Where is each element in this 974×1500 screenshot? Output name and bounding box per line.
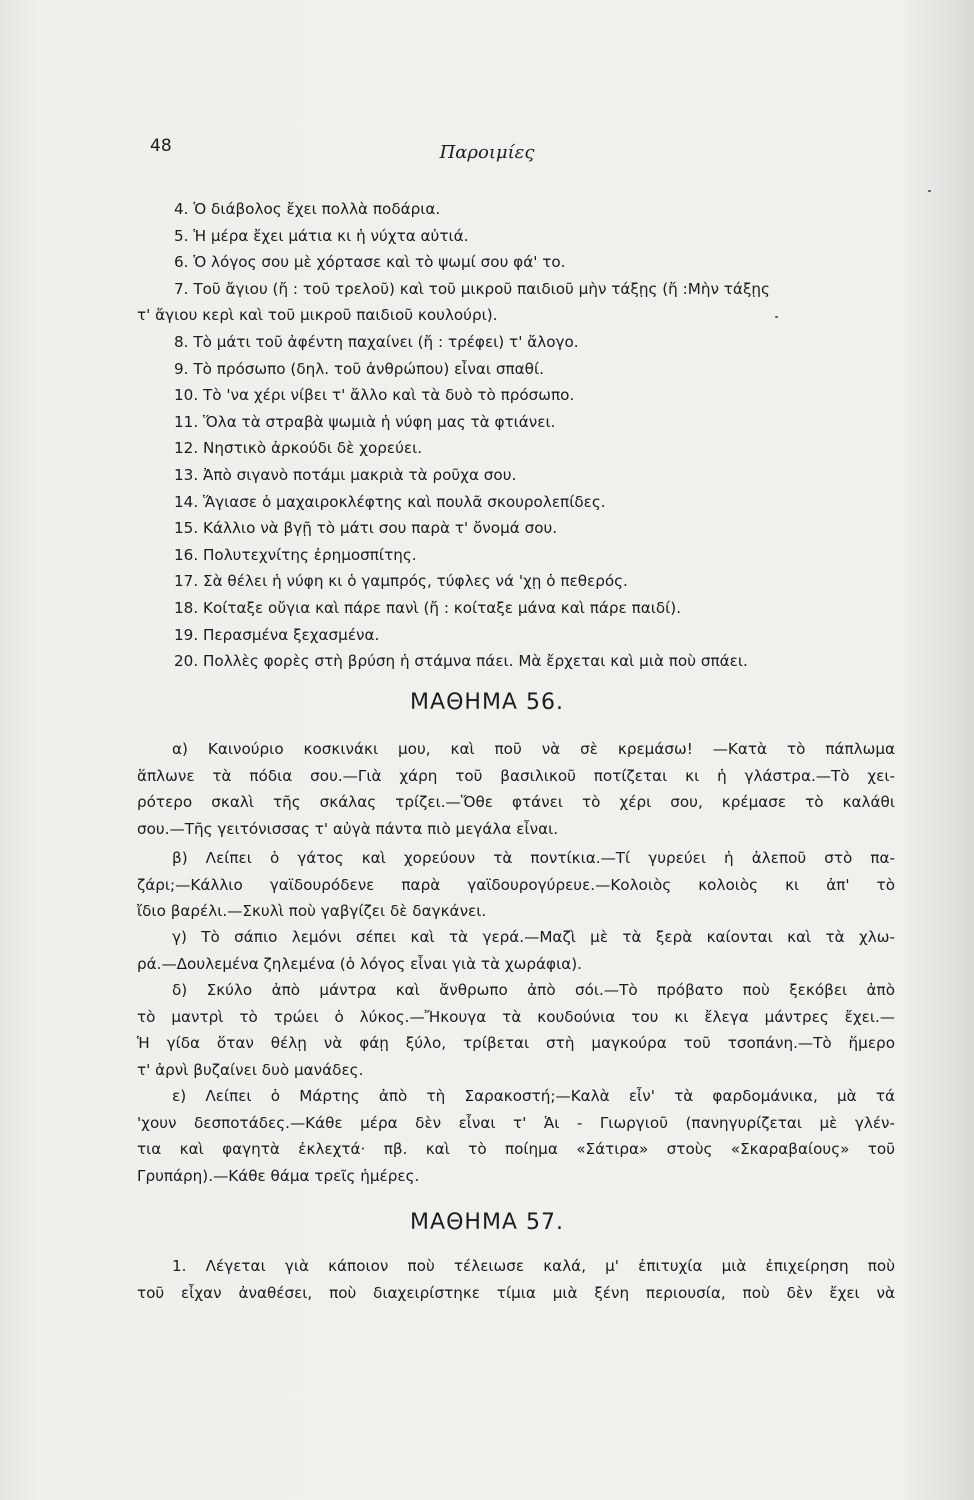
proverb-item: 11. Ὅλα τὰ στραβὰ ψωμιὰ ἡ νύφη μας τὰ φτιάνει. (174, 412, 556, 431)
text-line: Ἡ γίδα ὅταν θέλῃ νὰ φάῃ ξύλο, τρίβεται στὴ μαγκούρα τοῦ τσοπάνη.—Τὸ ἥμερο (137, 1034, 895, 1053)
lesson-56-section-e (137, 1083, 895, 1189)
scan-speck (775, 316, 778, 318)
proverb-item: 14. Ἅγιασε ὁ μαχαιροκλέφτης καὶ πουλᾶ σκουρολεπίδες. (174, 492, 606, 511)
lesson-56-section-d (137, 977, 895, 1083)
text-line: ἅπλωνε τὰ πόδια σου.—Γιὰ χάρη τοῦ βασιλικοῦ ποτίζεται κι ἡ γλάστρα.—Τὸ χει- (137, 766, 895, 785)
text-line: τ' ἀρνὶ βυζαίνει δυὸ μανάδες. (137, 1060, 364, 1079)
text-line: ζάρι;—Κάλλιο γαϊδουρόδενε παρὰ γαϊδουρογύρευε.—Κολοιὸς κολοιὸς κι ἀπ' τὸ (137, 875, 895, 894)
text-line: Γρυπάρη).—Κάθε θάμα τρεῖς ἡμέρες. (137, 1166, 420, 1185)
proverb-item: 4. Ὁ διάβολος ἔχει πολλὰ ποδάρια. (174, 200, 441, 218)
proverb-list (137, 196, 897, 675)
text-line: α) Καινούριο κοσκινάκι μου, καὶ ποῦ νὰ σὲ κρεμάσω! —Κατὰ τὸ πάπλωμα (172, 740, 895, 758)
page-number: 48 (150, 136, 172, 156)
text-line: ρά.—Δουλεμένα ζηλεμένα (ὁ λόγος εἶναι γιὰ τὰ χωράφια). (137, 954, 582, 973)
proverb-continuation: τ' ἄγιου κερὶ καὶ τοῦ μικροῦ παιδιοῦ κουλούρι). (137, 306, 498, 325)
proverb-item: 17. Σὰ θέλει ἡ νύφη κι ὁ γαμπρός, τύφλες νά 'χῃ ὁ πεθερός. (174, 572, 628, 591)
text-line: β) Λείπει ὁ γάτος καὶ χορεύουν τὰ ποντίκια.—Τί γυρεύει ἡ ἀλεποῦ στὸ πα- (172, 849, 895, 867)
text-line: γ) Τὸ σάπιο λεμόνι σέπει καὶ τὰ γερά.—Μαζὶ μὲ τὰ ξερὰ καίονται καὶ τὰ χλω- (172, 928, 895, 946)
lesson-56-section-c (137, 924, 895, 977)
proverb-item: 9. Τὸ πρόσωπο (δηλ. τοῦ ἀνθρώπου) εἶναι σπαθί. (174, 359, 544, 378)
running-title: Παροιμίες (439, 142, 535, 163)
text-line: ρότερο σκαλὶ τῆς σκάλας τρίζει.—Ὅθε φτάνει τὸ χέρι σου, κρέμασε τὸ καλάθι (137, 793, 895, 812)
lesson-56-heading: ΜΑΘΗΜΑ 56. (410, 690, 564, 715)
lesson-57-heading: ΜΑΘΗΜΑ 57. (410, 1210, 564, 1235)
lesson-56-section-b (137, 845, 895, 925)
proverb-item: 15. Κάλλιο νὰ βγῇ τὸ μάτι σου παρὰ τ' ὄνομά σου. (174, 519, 558, 538)
proverb-item: 19. Περασμένα ξεχασμένα. (174, 625, 380, 644)
proverb-item: 10. Τὸ 'να χέρι νίβει τ' ἄλλο καὶ τὰ δυὸ τὸ πρόσωπο. (174, 386, 575, 405)
proverb-item: 7. Τοῦ ἄγιου (ἤ : τοῦ τρελοῦ) καὶ τοῦ μικροῦ παιδιοῦ μὴν τάξῃς (ἤ :Μὴν τάξῃς (174, 279, 770, 298)
proverb-item: 12. Νηστικὸ ἀρκούδι δὲ χορεύει. (174, 439, 423, 458)
proverb-item: 16. Πολυτεχνίτης ἐρημοσπίτης. (174, 545, 417, 564)
proverb-item: 13. Ἀπὸ σιγανὸ ποτάμι μακριὰ τὰ ροῦχα σου. (174, 465, 517, 484)
text-line: 1. Λέγεται γιὰ κάποιον ποὺ τέλειωσε καλά, μ' ἐπιτυχία μιὰ ἐπιχείρηση ποὺ (172, 1257, 895, 1275)
proverb-item: 5. Ἡ μέρα ἔχει μάτια κι ἡ νύχτα αὐτιά. (174, 226, 469, 245)
proverb-item: 20. Πολλὲς φορὲς στὴ βρύση ἡ στάμνα πάει. Μὰ ἔρχεται καὶ μιὰ ποὺ σπάει. (174, 652, 748, 671)
text-line: σου.—Τῆς γειτόνισσας τ' αὐγὰ πάντα πιὸ μεγάλα εἶναι. (137, 819, 559, 838)
text-line: τὸ μαντρὶ τὸ τρώει ὁ λύκος.—Ἤκουγα τὰ κουδούνια του κι ἔλεγα μάντρες ἔχει.— (137, 1007, 895, 1026)
text-line: ε) Λείπει ὁ Μάρτης ἀπὸ τὴ Σαρακοστή;—Καλὰ εἶν' τὰ φαρδομάνικα, μὰ τά (172, 1087, 895, 1105)
lesson-56-section-a (137, 736, 895, 842)
proverb-item: 6. Ὁ λόγος σου μὲ χόρτασε καὶ τὸ ψωμί σου φά' το. (174, 253, 566, 272)
lesson-57-text (137, 1253, 895, 1306)
proverb-item: 8. Τὸ μάτι τοῦ ἀφέντη παχαίνει (ἤ : τρέφει) τ' ἄλογο. (174, 332, 579, 351)
text-line: τια καὶ φαγητὰ ἐκλεχτά· πβ. καὶ τὸ ποίημα «Σάτιρα» στοὺς «Σκαραβαίους» τοῦ (137, 1140, 895, 1159)
text-line: 'χουν δεσποτάδες.—Κάθε μέρα δὲν εἶναι τ' Ἁι - Γιωργιοῦ (πανηγυρίζεται μὲ γλέν- (137, 1113, 895, 1132)
scan-speck (928, 190, 931, 192)
text-line: τοῦ εἶχαν ἀναθέσει, ποὺ διαχειρίστηκε τίμια μιὰ ξένη περιουσία, ποὺ δὲν ἔχει νὰ (137, 1283, 895, 1302)
text-line: δ) Σκύλο ἀπὸ μάντρα καὶ ἄνθρωπο ἀπὸ σόι.—Τὸ πρόβατο ποὺ ξεκόβει ἀπὸ (172, 981, 895, 999)
proverb-item: 18. Κοίταξε οὔγια καὶ πάρε πανὶ (ἤ : κοίταξε μάνα καὶ πάρε παιδί). (174, 598, 682, 617)
text-line: ἴδιο βαρέλι.—Σκυλὶ ποὺ γαβγίζει δὲ δαγκάνει. (137, 902, 487, 921)
